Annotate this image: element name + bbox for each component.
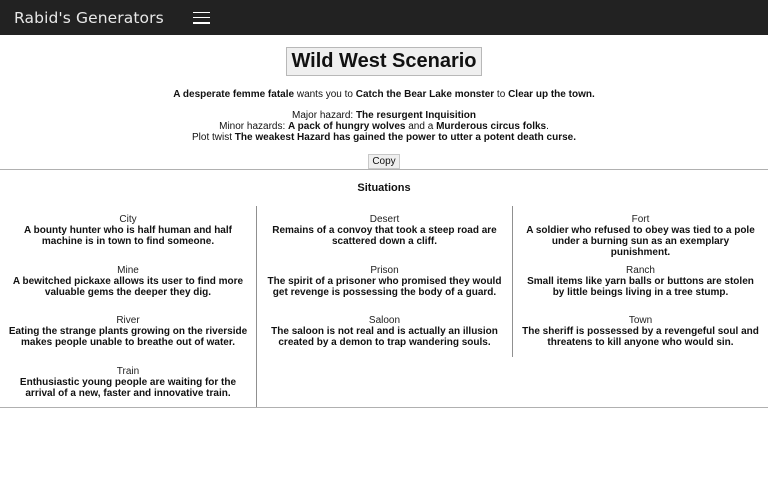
quest-goal: Clear up the town. [508, 89, 595, 100]
section-divider [0, 169, 768, 170]
minor-hazards-connector: and a [405, 121, 437, 132]
situation-item [513, 257, 768, 308]
situation-place: Fort [631, 214, 650, 225]
hamburger-menu-icon[interactable] [193, 11, 210, 25]
menu-bar [193, 22, 210, 24]
situation-item [0, 206, 256, 257]
plot-twist-line [0, 132, 768, 143]
quest-task: Catch the Bear Lake monster [355, 89, 495, 100]
quest-connector: to [494, 89, 509, 100]
minor-hazard-1: A pack of hungry wolves [288, 121, 406, 132]
situation-description: Small items like yarn balls or buttons are stolen by little beings living in a tree stump. [527, 275, 754, 298]
situation-place: City [119, 214, 137, 225]
situation-description: The saloon is not real and is actually an illusion created by a demon to trap wandering souls. [271, 326, 498, 348]
copy-button[interactable]: Copy [368, 154, 399, 169]
situation-description: Remains of a convoy that took a steep road are scattered down a cliff. [272, 225, 497, 247]
situation-place: Town [628, 315, 653, 326]
situation-item [0, 358, 256, 409]
quest-patron: A desperate femme fatale [173, 89, 295, 100]
minor-hazards-label: Minor hazards: [219, 121, 289, 132]
situation-description: The spirit of a prisoner who promised they would get revenge is possessing the body of a guard. [267, 275, 502, 298]
situation-place: Prison [370, 264, 399, 276]
scenario-section [0, 35, 768, 169]
major-hazard-line [0, 110, 768, 121]
quest-line [0, 89, 768, 100]
situations-column-2 [256, 206, 512, 407]
situation-description: A bounty hunter who is half human and half machine is in town to find someone. [24, 225, 232, 247]
situation-description: The sheriff is possessed by a revengeful soul and threatens to kill anyone who would sin. [522, 326, 759, 348]
situations-section [0, 182, 768, 407]
situation-description: A soldier who refused to obey was tied to a pole under a burning sun as an exemplary punishment. [526, 225, 755, 258]
major-hazard-value: The resurgent Inquisition [355, 110, 476, 121]
situation-place: Train [116, 365, 140, 377]
situation-place: Saloon [368, 315, 401, 326]
situations-grid [0, 206, 768, 407]
hazard-block [0, 110, 768, 143]
situation-description: Enthusiastic young people are waiting for the arrival of a new, faster and innovative train. [19, 376, 237, 399]
plot-twist-label: Plot twist [192, 132, 235, 143]
situation-item [257, 257, 512, 308]
situation-place: Mine [117, 264, 139, 276]
menu-bar [193, 12, 210, 14]
minor-hazard-2: Murderous circus folks [436, 121, 547, 132]
situation-item [513, 307, 768, 358]
scenario-title: Wild West Scenario [286, 47, 481, 76]
situation-description: Eating the strange plants growing on the riverside makes people unable to breathe out of water. [8, 326, 248, 348]
situations-column-3 [512, 206, 768, 357]
situation-description: A bewitched pickaxe allows its user to find more valuable gems the deeper they dig. [12, 275, 244, 298]
top-navbar [0, 0, 768, 35]
quest-connector: wants you to [294, 89, 356, 100]
plot-twist-value: The weakest Hazard has gained the power to utter a potent death curse. [234, 132, 576, 143]
situation-item [257, 307, 512, 358]
situations-column-1 [0, 206, 256, 407]
minor-hazards-end: . [546, 121, 549, 132]
major-hazard-label: Major hazard: [292, 110, 356, 121]
brand-link[interactable]: Rabid's Generators [14, 8, 164, 27]
situation-item [0, 307, 256, 358]
situation-item [513, 206, 768, 257]
situation-item [0, 257, 256, 308]
menu-bar [193, 17, 210, 19]
minor-hazards-line [0, 121, 768, 132]
situation-place: Ranch [626, 264, 655, 276]
situations-heading: Situations [357, 182, 411, 194]
situation-place: River [116, 315, 140, 326]
situation-place: Desert [369, 214, 400, 225]
situation-item [257, 206, 512, 257]
